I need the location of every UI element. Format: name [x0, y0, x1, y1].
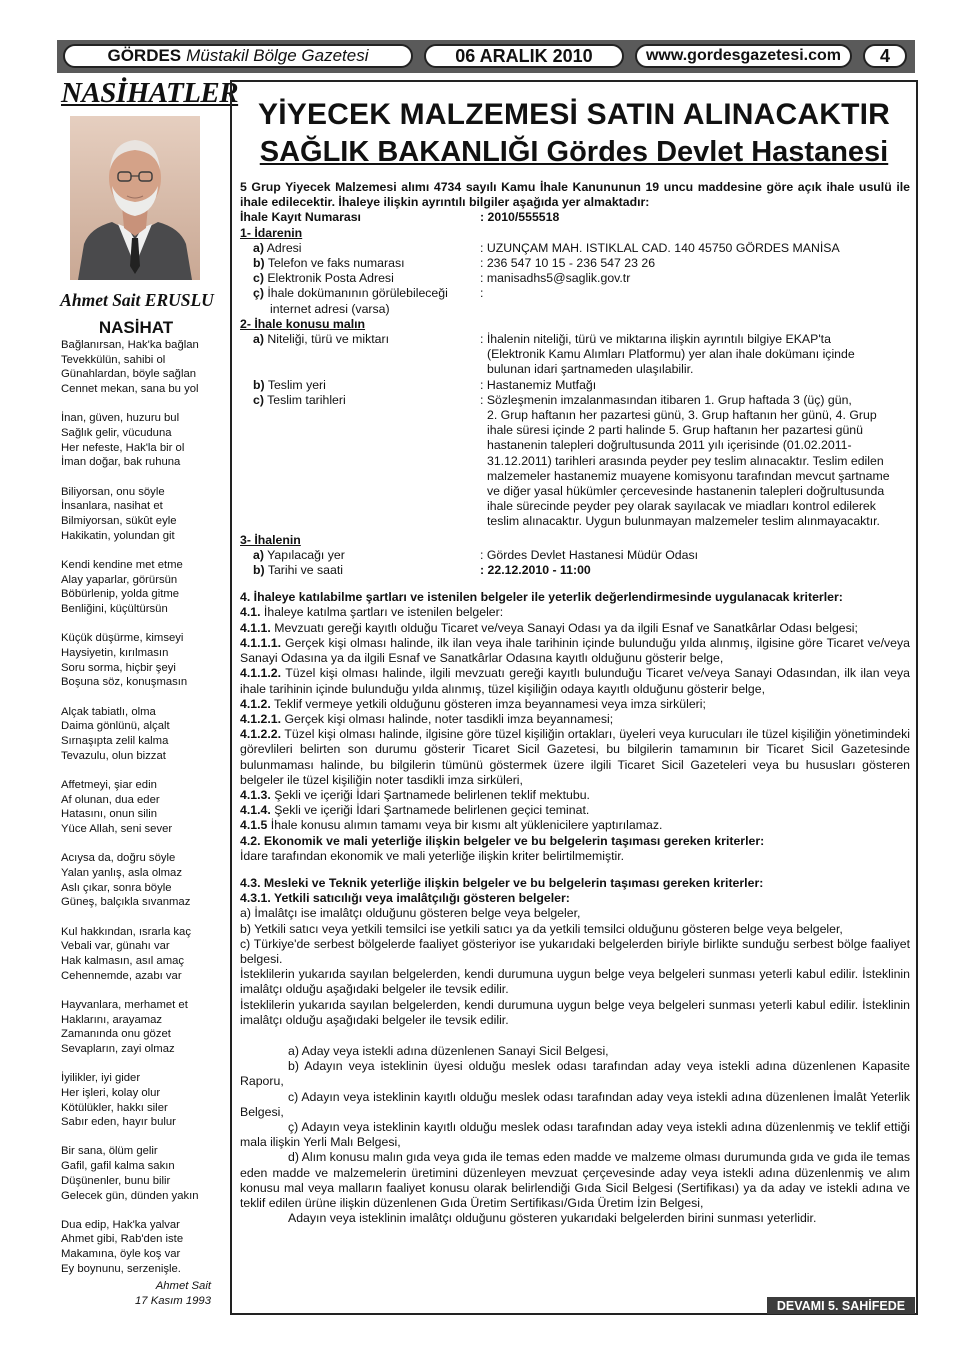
continued-label: DEVAMI 5. SAHİFEDE [767, 1297, 915, 1314]
s2-nature-line1: : İhalenin niteliği, türü ve miktarına ilişkin ayrıntılı bilgiye EKAP'ta [480, 332, 831, 347]
section-2-title: 2- İhale konusu malın [240, 316, 366, 331]
poem-line: Benliğini, küçültürsün [61, 603, 168, 616]
document-item: ç) Adayın veya isteklinin kayıtlı olduğu meslek odası tarafından aday veya istekli adına düzenlenmiş ve teklif ettiği mala ilişkin Yerli Malı Belgesi, [240, 1119, 910, 1150]
signature-date: 17 Kasım 1993 [135, 1295, 211, 1307]
qualification-line: c) Türkiye'de serbest bölgelerde faaliyet gösteriyor ise yukarıdaki belgelerden biriyle birlikte sunduğu serbest bölge faaliyet belgesi. [240, 936, 910, 966]
author-portrait [70, 116, 200, 280]
section-4-2-title: 4.2. Ekonomik ve mali yeterliğe ilişkin belgeler ve bu belgelerin taşıması gereken kriterler: [240, 833, 765, 848]
newspaper-name [63, 44, 413, 68]
s2-dates-rest: 2. Grup haftanın her pazartesi günü, 3. Grup haftanın her günü, 4. Grup ihale süresi içinde 2 parti halinde 5. Grup haftanın her pazartesi günü hastanenin talepleri doğrultusunda 2011 yılı içerisinde (01.02.2011-31.12.2011) tarihleri arasında peyder pey teslim alınacaktır. Teslim edilen malzemeler hastanemiz muayene komisyonu tarafından mevcut şartname ve diğer yasal hükümler çercevesinde hastanenin talepleri doğrultusunda ihale sürecinde peyder pey olarak sayılacak ve miadları kontrol edilerek teslim alınacaktır. Uygun bulunmayan malzemeler teslim alınmayacaktır. [487, 408, 890, 529]
website-link[interactable]: www.gordesgazetesi.com [635, 44, 852, 68]
poem-line: Kendi kendine met etme [61, 558, 183, 571]
s1-address-value: : UZUNÇAM MAH. ISTIKLAL CAD. 140 45750 GÖRDES MANİSA [480, 240, 840, 255]
criteria-number: 4.1.1.2. [240, 666, 282, 681]
poem-stanza [61, 925, 215, 984]
poem-line: Küçük düşürme, kimseyi [61, 632, 184, 645]
poem-line: Daima gönlünü, alçalt [61, 720, 170, 733]
s2-place-value: : Hastanemiz Mutfağı [480, 377, 597, 392]
s1-doc-value: : [480, 286, 484, 301]
poem-line: Af olunan, dua eder [61, 793, 160, 806]
poem-line: Sağlık gelir, vücuduna [61, 427, 172, 440]
s2-nature-line2: (Elektronik Kamu Alımları Platformu) yer alan ihale dokümanı içinde [487, 347, 855, 362]
poem-line: Alay yaparlar, görürsün [61, 573, 178, 586]
s3-b-label: Tarihi ve saati [267, 563, 343, 578]
poem-line: Bilmiyorsan, sükût eyle [61, 515, 177, 528]
document-item: b) Adayın veya isteklinin üyesi olduğu meslek odası tarafından aday veya istekli adına düzenlenen Kapasite Raporu, [240, 1059, 910, 1089]
poem-line: İnsanlara, nasihat et [61, 500, 163, 513]
s1-address-row [240, 241, 910, 256]
s1-b-label: Telefon ve faks numarası [267, 256, 405, 271]
s3-a-key: a) [253, 547, 264, 562]
newspaper-name-bold: GÖRDES [107, 46, 182, 65]
section-4-3-title: 4.3. Mesleki ve Teknik yeterliğe ilişkin belgeler ve bu belgelerin taşıması gereken kriterler: [240, 875, 764, 890]
poem-line: Hak kalmasın, asıl amaç [61, 954, 185, 967]
poem-line: Her işleri, kolay olur [61, 1086, 161, 1099]
qualification-line: İsteklilerin yukarıda sayılan belgelerden, kendi durumuna uygun belge veya belgeleri sunması yeterli kabul edilir. İsteklinin imalâtçı olduğu aşağıdaki belgeler ile tevsik edilir. [240, 967, 910, 997]
author-name: Ahmet Sait ERUSLU [60, 290, 214, 310]
poem-line: Acıysa da, doğru söyle [61, 852, 176, 865]
registry-row [240, 210, 910, 225]
criteria-text: Tüzel kişi olması halinde, ilgisine göre tüzel kişiliğin ortakları, üyeleri veya kurucuları ile tüzel kişiliğin yönetimindeki görevlileri belirten son durumu gösterir Ticaret Sicil Gazetesi, bu bilgilerin tamamının bir Ticaret Sicil Gazetesinde bulunmaması halinde, bu bilgilerin tümünü göstermek üzere ilgili Ticaret Sicil Gazeteleri veya bu hususları gösteren belgeler ile tüzel kişiliğin noter tasdikli imza sirküleri, [240, 727, 910, 787]
poem-line: Ahmet gibi, Rab'den iste [61, 1233, 184, 1246]
s2-a-label: Niteliği, türü ve miktarı [267, 332, 389, 347]
section-4-3-1-items [240, 906, 910, 1028]
document-item: Adayın veya isteklinin imalâtçı olduğunu gösteren yukarıdaki belgelerden birini sunması yeterlidir. [288, 1211, 817, 1226]
poem-line: Hayvanlara, merhamet et [61, 998, 188, 1011]
s3-place-value: : Gördes Devlet Hastanesi Müdür Odası [480, 547, 699, 562]
section-4-items [240, 605, 910, 833]
section-4-3-1-title: 4.3.1. Yetkili satıcılığı veya imalâtçılığı gösteren belgeler: [240, 891, 570, 906]
poem-line: Tevazulu, olun bizzat [61, 749, 166, 762]
s2-nature-row [240, 332, 910, 378]
criteria-item [240, 803, 910, 818]
poem-line: Güneş, balçıkla sıvanmaz [61, 896, 191, 909]
poem-line: Hatasını, onun silin [61, 808, 158, 821]
poem-line: Cennet mekan, sana bu yol [61, 383, 199, 396]
criteria-item [240, 727, 910, 788]
qualification-line: a) İmalâtçı ise imalâtçı olduğunu gösteren belge veya belgeler, [240, 906, 581, 921]
poem-line: Haysiyetin, kırılmasın [61, 646, 169, 659]
s2-a-key: a) [253, 332, 264, 347]
poem-line: Sırnaşıpta zelil kalma [61, 734, 169, 747]
s1-d-key: ç) [253, 286, 264, 301]
poem-line: Sevapların, zayi olmaz [61, 1042, 175, 1055]
s1-doc-row [240, 286, 910, 316]
poem-line: Gafil, gafil kalma sakın [61, 1160, 175, 1173]
tender-notice-box [230, 80, 918, 1315]
notice-content [240, 180, 910, 1226]
section-title: NASİHATLER [61, 77, 239, 109]
poem-line: Dua edip, Hak'ka yalvar [61, 1218, 180, 1231]
criteria-number: 4.1.1.1. [240, 635, 282, 650]
poem-line: Haklarını, arayamaz [61, 1013, 163, 1026]
poem-title: NASİHAT [98, 318, 174, 337]
poem-line: Biliyorsan, onu söyle [61, 485, 165, 498]
s2-b-label: Teslim yeri [267, 377, 326, 392]
s1-d-label: İhale dokümanının görülebileceği [267, 286, 448, 301]
sidebar-column [57, 74, 239, 1314]
criteria-number: 4.1.4. [240, 803, 271, 818]
poem-line: Vebali var, günahı var [61, 940, 170, 953]
s1-c-label: Elektronik Posta Adresi [267, 271, 394, 286]
criteria-number: 4.1. [240, 605, 261, 620]
poem-line: Düşünenler, bunu bilir [61, 1174, 171, 1187]
criteria-item [240, 712, 910, 727]
s1-b-key: b) [253, 256, 265, 271]
s2-place-row [240, 378, 910, 393]
poem-stanza [61, 705, 215, 764]
poem-stanza [61, 998, 215, 1057]
s1-a-key: a) [253, 240, 264, 255]
criteria-item [240, 788, 910, 803]
s1-email-value[interactable]: : manisadhs5@saglik.gov.tr [480, 271, 631, 286]
poem-line: Böbürlenip, yolda gitme [61, 588, 180, 601]
document-item: a) Aday veya istekli adına düzenlenen Sanayi Sicil Belgesi, [288, 1043, 609, 1058]
poem-line: Kötülükler, hakkı siler [61, 1101, 168, 1114]
poem-line: Aslı çıkar, sonra böyle [61, 881, 172, 894]
poem-body [61, 338, 215, 1291]
s3-datetime-row [240, 563, 910, 578]
s3-place-row [240, 548, 910, 563]
criteria-item [240, 636, 910, 666]
criteria-number: 4.1.2.1. [240, 711, 282, 726]
poem-line: Tevekkülün, sahibi ol [61, 353, 166, 366]
s2-dates-row [240, 393, 910, 530]
criteria-item [240, 697, 910, 712]
poem-line: Bir sana, ölüm gelir [61, 1145, 158, 1158]
document-list [240, 1044, 910, 1226]
poem-line: Boşuna söz, konuşmasın [61, 676, 188, 689]
s2-c-key: c) [253, 392, 264, 407]
poem-line: İyilikler, iyi gider [61, 1072, 141, 1085]
poem-line: Alçak tabiatlı, olma [61, 705, 156, 718]
criteria-text: Mevzuatı gereği kayıtlı olduğu Ticaret ve/veya Sanayi Odası ya da ilgili Esnaf ve Sanatkârlar Odası belgesi; [270, 620, 858, 635]
poem-line: Ey boynunu, serzenişle. [61, 1262, 181, 1275]
poem-stanza [61, 1144, 215, 1203]
criteria-text: Şekli ve içeriği İdari Şartnamede belirlenen teklif mektubu. [270, 787, 590, 802]
section-3-title: 3- İhalenin [240, 532, 301, 547]
criteria-number: 4.1.3. [240, 787, 271, 802]
poem-line: Bağlanırsan, Hak'ka bağlan [61, 339, 199, 351]
poem-line: İman doğar, bak ruhuna [61, 456, 181, 469]
poem-stanza [61, 558, 215, 617]
criteria-item [240, 666, 910, 696]
section-4-title: 4. İhaleye katılabilme şartları ve istenilen belgeler ile yeterlik değerlendirmesinde uygulanacak kriterler: [240, 590, 843, 605]
poem-line: Affetmeyi, şiar edin [61, 778, 157, 791]
s3-datetime-value: : 22.12.2010 - 11:00 [480, 563, 591, 578]
s1-email-row [240, 271, 910, 286]
s1-a-label: Adresi [266, 240, 302, 255]
poem-line: Soru sorma, hiçbir şeyi [61, 661, 176, 674]
s1-phone-value: : 236 547 10 15 - 236 547 23 26 [480, 256, 656, 271]
s2-c-label: Teslim tarihleri [267, 392, 346, 407]
poem-stanza [61, 485, 215, 544]
poem-stanza [61, 338, 215, 397]
poem-line: Kul hakkından, ısrarla kaç [61, 925, 191, 938]
poem-stanza [61, 1218, 215, 1277]
criteria-item [240, 621, 910, 636]
poem-stanza [61, 631, 215, 690]
criteria-text: Gerçek kişi olması halinde, ilk ilan veya ihale tarihinin içinde bulunduğu yılda alınmış, ilgisine göre Ticaret ve/veya Sanayi Odasına ya da ilgili Esnaf ve Sanatkârlar Odasına kayıtlı olduğunu gösterir belge, [240, 635, 910, 666]
document-item: d) Alım konusu malın gıda veya gıda ile temas eden madde ve malzeme olması durumunda gıda ve gıda ile temas eden madde ve malzemelerin üretimini düzenleyen mevzuat çerçevesinde aday veya istekli adına düzenlenmiş ve alım konusu mal veya malların faaliyet konusu olarak belirlendiği Gıda Sicil Belgesi (Sertifikası) ya da aday ve istekli adına ve teklif edilen ürüne ilişkin düzenlenen Gıda Üretim Sertifikası/Gıda Üretim İzin Belgesi, [240, 1150, 911, 1210]
page-number: 4 [863, 44, 907, 68]
poem-line: Yüce Allah, seni sever [61, 822, 173, 835]
poem-line: Makamına, öyle koş var [61, 1248, 181, 1261]
poem-line: Hakikatin, yolundan git [61, 529, 175, 542]
criteria-item [240, 605, 910, 620]
s2-nature-value [480, 332, 910, 378]
signature-name: Ahmet Sait [155, 1280, 211, 1292]
criteria-number: 4.1.2.2. [240, 727, 282, 742]
poem-stanza [61, 851, 215, 910]
registry-value: : 2010/555518 [480, 210, 560, 225]
criteria-text: Tüzel kişi olması halinde, ilgili mevzuatı gereği kayıtlı bulunduğu Ticaret ve/veya Sanayi Odasından, ilk ilan veya ihale tarihinin içinde bulunduğu yılda alınmış, tüzel kişiliğin odaya kayıtlı olduğunu gösterir belge, [240, 666, 910, 696]
criteria-number: 4.1.5 [240, 818, 268, 833]
poem-line: Zamanında onu gözet [61, 1028, 171, 1041]
poem-line: Günahlardan, böyle sağlan [61, 368, 197, 381]
issue-date: 06 ARALIK 2010 [424, 44, 624, 68]
qualification-line: b) Yetkili satıcı veya yetkili temsilci ise yetkili satıcı ya da yetkili temsilci olduğunu gösteren belge veya belgeler, [240, 921, 843, 936]
notice-headline: YİYECEK MALZEMESİ SATIN ALINACAKTIR [257, 98, 890, 131]
s2-b-key: b) [253, 377, 265, 392]
poem-line: Sabır eden, hayır bulur [61, 1116, 176, 1129]
poem-line: Cehennemde, azabı var [61, 969, 182, 982]
s2-nature-line3: bulunan idari şartnameden ulaşılabilir. [487, 362, 694, 377]
s2-dates-value [480, 393, 910, 530]
poem-stanza [61, 1071, 215, 1130]
poem-line: Her nefeste, Hak'la bir ol [61, 441, 185, 454]
s1-d-label2: internet adresi (varsa) [270, 301, 390, 316]
poem-stanza [61, 411, 215, 470]
section-1-title: 1- İdarenin [240, 225, 303, 240]
poem-line: Yalan yanlış, asla olmaz [61, 866, 182, 879]
masthead-bar [57, 40, 915, 73]
s1-c-key: c) [253, 271, 264, 286]
qualification-line: İsteklilerin yukarıda sayılan belgelerden, kendi durumuna uygun belge veya belgeleri sunması yeterli kabul edilir. İsteklinin imalâtçı olduğu aşağıdaki belgeler ile tevsik edilir. [240, 997, 910, 1027]
poem-line: Gelecek gün, dünden yakın [61, 1189, 199, 1202]
criteria-text: İhaleye katılma şartları ve istenilen belgeler: [260, 605, 504, 620]
poem-stanza [61, 778, 215, 837]
poem-signature [97, 1279, 211, 1309]
s1-phone-row [240, 256, 910, 271]
s2-dates-line1: : Sözleşmenin imzalanmasından itibaren 1. Grup haftada 3 (üç) gün, [480, 392, 852, 407]
s3-b-key: b) [253, 563, 265, 578]
poem-line: İnan, güven, huzuru bul [61, 412, 180, 425]
newspaper-name-italic: Müstakil Bölge Gazetesi [186, 46, 369, 65]
notice-subheadline: SAĞLIK BAKANLIĞI Gördes Devlet Hastanesi [259, 136, 889, 168]
criteria-text: Gerçek kişi olması halinde, noter tasdikli imza beyannamesi; [281, 711, 614, 726]
criteria-number: 4.1.2. [240, 696, 271, 711]
registry-label: İhale Kayıt Numarası [240, 210, 361, 225]
criteria-text: İhale konusu alımın tamamı veya bir kısmı alt yüklenicilere yaptırılamaz. [267, 818, 663, 833]
criteria-text: Şekli ve içeriği İdari Şartnamede belirlenen geçici teminat. [270, 803, 590, 818]
notice-intro: 5 Grup Yiyecek Malzemesi alımı 4734 sayılı Kamu İhale Kanununun 19 uncu maddesine göre açık ihale usulü ile ihale edilecektir. İhaleye ilişkin ayrıntılı bilgiler aşağıda yer almaktadır: [240, 180, 910, 210]
s3-a-label: Yapılacağı yer [267, 547, 345, 562]
criteria-item [240, 818, 910, 833]
section-4-2-text: İdare tarafından ekonomik ve mali yeterliğe ilişkin kriter belirtilmemiştir. [240, 848, 625, 863]
document-item: c) Adayın veya isteklinin kayıtlı olduğu meslek odası tarafından aday veya istekli adına düzenlenen İmalât Yeterlik Belgesi, [240, 1089, 910, 1119]
criteria-number: 4.1.1. [240, 620, 271, 635]
criteria-text: Teklif vermeye yetkili olduğunu gösteren imza beyannamesi veya imza sirküleri; [270, 696, 706, 711]
